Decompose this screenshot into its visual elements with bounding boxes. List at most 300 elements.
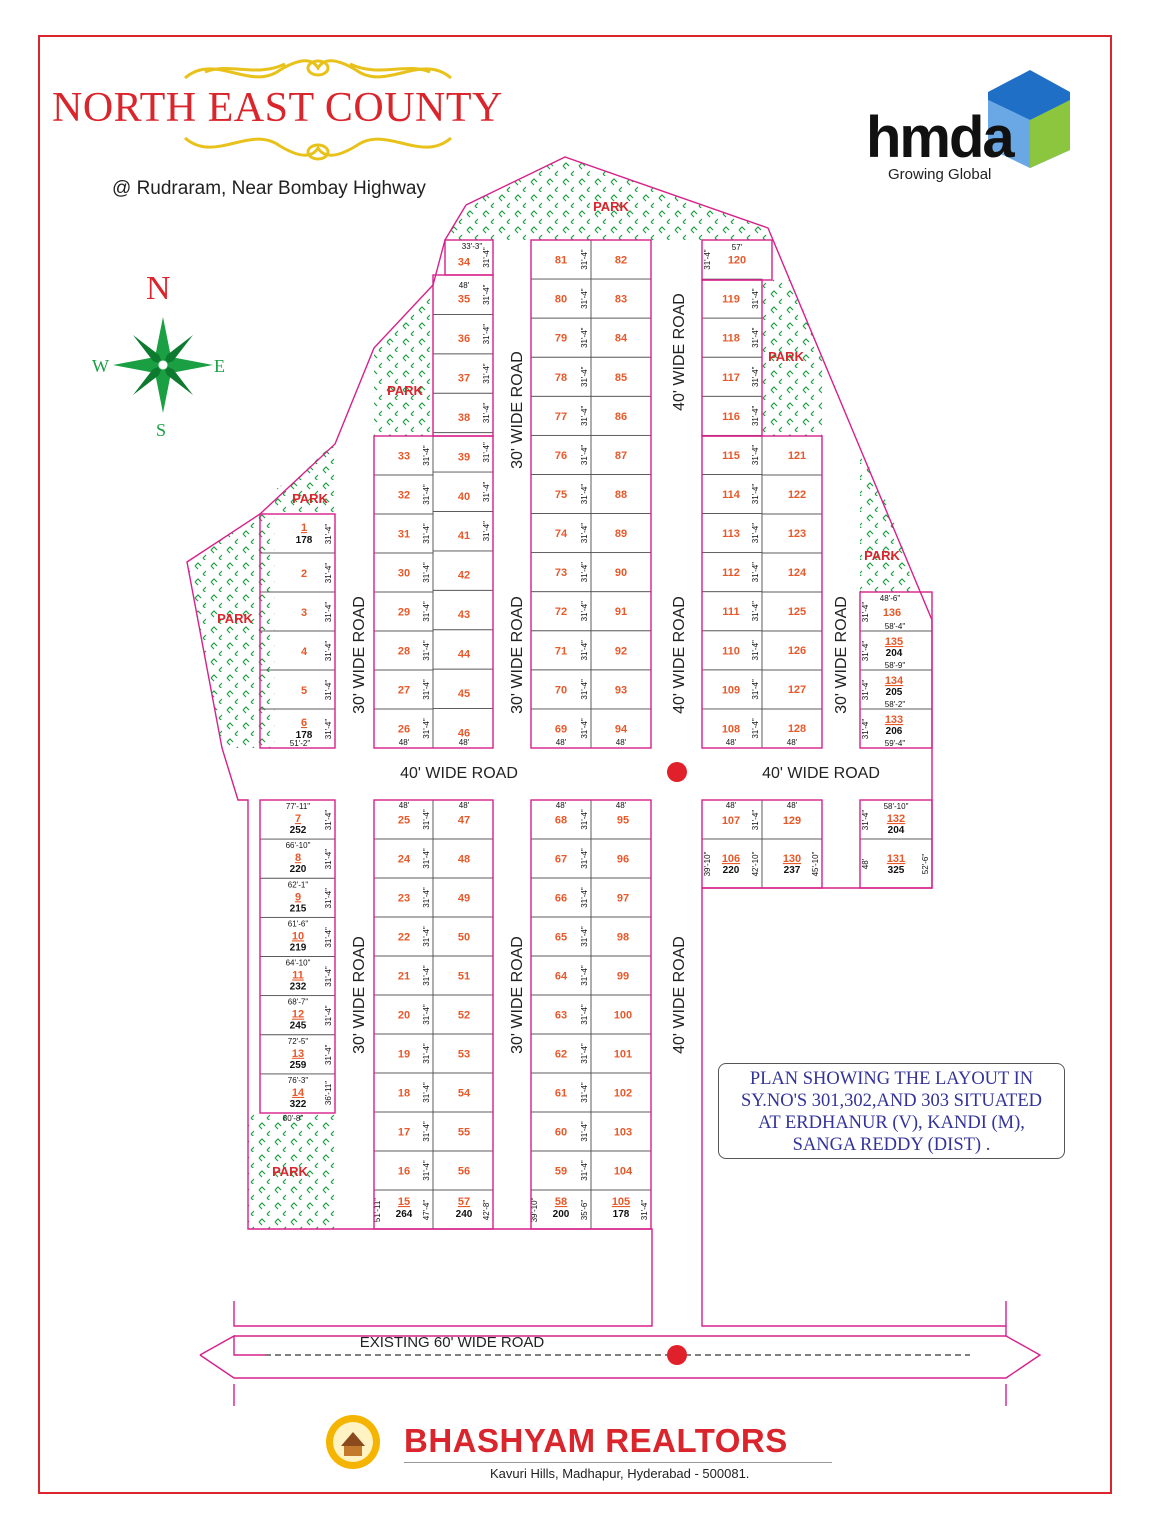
plot-dimension: 31'-4": [422, 1160, 431, 1181]
plot-dimension: 47'-4": [422, 1199, 431, 1221]
plot-dimension: 64'-10": [285, 958, 311, 968]
plot-area: 178: [612, 1209, 630, 1220]
plot-number: 105: [611, 1196, 631, 1208]
plot-dimension: 31'-4": [580, 444, 589, 466]
road-label-30-f: 30' WIDE ROAD: [509, 936, 526, 1054]
plot-number: 106: [721, 853, 741, 865]
plot-number: 13: [291, 1047, 305, 1060]
plot-number: 58: [554, 1196, 568, 1208]
plot-area: 240: [455, 1209, 473, 1220]
plot-number: 73: [554, 567, 568, 580]
road-label-30-b: 30' WIDE ROAD: [351, 596, 368, 714]
plot-dimension: 48': [725, 801, 737, 810]
plot-dimension: 31'-4": [482, 284, 491, 305]
plot-number: 80: [554, 293, 568, 306]
plot-number: 44: [457, 648, 471, 661]
plot-area: 252: [289, 825, 307, 836]
plot-number: 19: [397, 1048, 411, 1061]
plan-description-line: SY.NO'S 301,302,AND 303 SITUATED: [740, 1091, 1043, 1111]
plot-number: 136: [882, 607, 902, 619]
plot-number: 119: [722, 293, 740, 306]
plot-number: 50: [457, 931, 471, 944]
plot-dimension: 31'-4": [324, 1044, 333, 1065]
plot-number: 75: [554, 489, 568, 501]
plot-dimension: 31'-4": [580, 1121, 589, 1142]
plot-area: 200: [552, 1209, 570, 1220]
plot-dimension: 42'-10": [751, 851, 760, 877]
plot-number: 83: [614, 293, 628, 306]
road-label-60: EXISTING 60' WIDE ROAD: [359, 1334, 545, 1351]
plot-number: 5: [300, 685, 308, 697]
plot-dimension: 48': [555, 738, 567, 747]
plot-dimension: 31'-4": [422, 1043, 431, 1064]
plot-number: 27: [397, 684, 411, 697]
plot-number: 88: [614, 489, 628, 501]
plot-dimension: 48': [861, 858, 870, 870]
plot-dimension: 68'-7": [287, 997, 309, 1007]
plot-dimension: 58'-2": [884, 700, 906, 709]
plot-dimension: 77'-11": [285, 802, 311, 811]
plot-number: 26: [397, 723, 411, 736]
plot-dimension: 31'-4": [580, 965, 589, 986]
plot-number: 22: [397, 931, 411, 944]
compass-rose-icon: [113, 317, 213, 413]
plot-number: 4: [300, 646, 308, 658]
plot-dimension: 31'-4": [751, 679, 760, 700]
plot-number: 128: [787, 723, 807, 735]
plot-number: 57: [457, 1196, 471, 1208]
plot-dimension: 31'-4": [324, 888, 333, 909]
plot-dimension: 62'-1": [287, 880, 309, 890]
plot-dimension: 31'-4": [422, 848, 431, 869]
bhashyam-logo-icon: [326, 1415, 380, 1469]
plot-number: 96: [616, 853, 630, 866]
plot-dimension: 31'-4": [751, 640, 760, 661]
plan-description-line: AT ERDHANUR (V), KANDI (M),: [758, 1113, 1025, 1133]
company-name: BHASHYAM REALTORS: [404, 1422, 788, 1459]
plot-number: 11: [292, 969, 304, 982]
plot-number: 89: [614, 528, 628, 541]
plot-number: 9: [294, 891, 302, 904]
plot-number: 68: [554, 814, 568, 827]
plot-number: 60: [554, 1126, 568, 1139]
plot-dimension: 31'-4": [580, 1043, 589, 1064]
plot-area: 264: [395, 1209, 413, 1220]
plot-dimension: 31'-4": [580, 366, 589, 387]
plot-dimension: 31'-4": [482, 363, 491, 384]
plot-number: 24: [397, 853, 411, 866]
plot-number: 30: [397, 567, 411, 580]
plot-number: 41: [457, 530, 471, 543]
plot-dimension: 31'-4": [422, 640, 431, 661]
plot-area: 325: [887, 865, 905, 876]
plot-dimension: 31'-4": [751, 522, 760, 544]
plot-area: 322: [289, 1098, 307, 1110]
park-label: PARK: [387, 383, 423, 398]
park-label: PARK: [864, 548, 900, 563]
plot-number: 20: [397, 1009, 411, 1022]
park-label: PARK: [593, 199, 629, 214]
plot-dimension: 31'-4": [324, 562, 333, 584]
plot-number: 104: [613, 1165, 633, 1178]
plot-dimension: 31'-4": [751, 288, 760, 309]
plot-dimension: 31'-4": [324, 848, 333, 870]
plot-number: 109: [721, 684, 741, 697]
park-label: PARK: [272, 1164, 308, 1179]
road-label-30-e: 30' WIDE ROAD: [351, 936, 368, 1054]
plot-number: 70: [554, 684, 568, 697]
plot-number: 2: [300, 568, 308, 580]
plot-number: 63: [554, 1009, 568, 1022]
compass-south-label: S: [156, 420, 167, 440]
plot-number: 86: [614, 410, 628, 423]
plot-dimension: 31'-4": [482, 247, 491, 268]
plot-number: 64: [554, 970, 568, 983]
plot-area: 205: [885, 687, 903, 698]
plot-area: 220: [289, 864, 307, 876]
plot-dimension: 31'-4": [482, 402, 491, 424]
plot-number: 77: [554, 410, 568, 423]
plot-dimension: 42'-8": [482, 1199, 491, 1221]
plot-area: 178: [295, 535, 313, 546]
plot-number: 42: [457, 569, 471, 582]
plot-number: 51: [457, 970, 471, 983]
plot-dimension: 31'-4": [580, 1004, 589, 1025]
plot-area: 206: [885, 726, 903, 737]
plot-dimension: 31'-4": [324, 809, 333, 831]
plot-number: 62: [554, 1048, 568, 1061]
road-label-30-d: 30' WIDE ROAD: [833, 596, 850, 714]
plot-dimension: 39'-10": [530, 1197, 539, 1223]
plot-dimension: 31'-4": [861, 809, 870, 831]
plot-dimension: 31'-4": [422, 679, 431, 700]
plot-dimension: 31'-4": [751, 483, 760, 505]
plot-area: 259: [289, 1059, 307, 1071]
plot-number: 125: [787, 606, 807, 618]
road-label-40-d: 40' WIDE ROAD: [762, 765, 880, 782]
plot-dimension: 48': [615, 801, 627, 810]
plot-dimension: 31'-4": [580, 561, 589, 583]
plot-dimension: 80'-8": [282, 1114, 304, 1123]
plot-number: 7: [294, 813, 302, 825]
plot-dimension: 31'-4": [324, 523, 333, 545]
plot-dimension: 31'-4": [580, 679, 589, 700]
plot-dimension: 31'-4": [422, 1004, 431, 1025]
plot-number: 39: [457, 451, 471, 464]
plot-number: 131: [886, 853, 906, 865]
plot-number: 36: [457, 333, 471, 346]
plot-dimension: 33'-3": [461, 242, 483, 251]
plot-number: 55: [457, 1126, 471, 1139]
plot-dimension: 48'-6": [879, 594, 901, 603]
plot-dimension: 31'-4": [751, 327, 760, 348]
plot-number: 135: [884, 636, 904, 648]
plot-dimension: 31'-4": [580, 288, 589, 309]
plot-number: 84: [614, 332, 628, 345]
plot-dimension: 31'-4": [580, 1160, 589, 1181]
plot-dimension: 31'-4": [422, 1121, 431, 1142]
plot-number: 117: [722, 371, 740, 384]
plot-number: 14: [291, 1086, 305, 1099]
plot-dimension: 31'-4": [580, 483, 589, 505]
plot-dimension: 61'-6": [287, 919, 309, 929]
plot-dimension: 48': [786, 738, 798, 747]
plot-number: 21: [397, 970, 411, 983]
plot-number: 52: [457, 1009, 471, 1022]
plot-number: 111: [722, 606, 740, 619]
park-label: PARK: [292, 491, 328, 506]
plot-dimension: 31'-4": [422, 523, 431, 544]
plot-dimension: 48': [615, 738, 627, 747]
plot-number: 74: [554, 528, 568, 541]
plot-dimension: 48': [398, 738, 410, 747]
plot-dimension: 31'-4": [751, 601, 760, 622]
plot-number: 92: [614, 645, 628, 658]
plot-dimension: 31'-4": [482, 521, 491, 542]
plot-dimension: 31'-4": [640, 1199, 649, 1221]
plot-dimension: 31'-4": [324, 1005, 333, 1026]
plot-dimension: 31'-4": [861, 679, 870, 701]
plot-number: 85: [614, 371, 628, 384]
plot-number: 49: [457, 892, 471, 905]
plot-number: 90: [614, 567, 628, 580]
plot-dimension: 31'-4": [422, 601, 431, 622]
plot-number: 100: [613, 1009, 633, 1022]
title-ornament-top: [185, 61, 451, 78]
plot-number: 48: [457, 853, 471, 866]
plot-number: 1: [300, 522, 308, 534]
plot-dimension: 31'-4": [580, 601, 589, 622]
plot-dimension: 31'-4": [422, 1082, 431, 1103]
plot-number: 37: [457, 372, 471, 385]
road-label-30-c: 30' WIDE ROAD: [509, 596, 526, 714]
road-label-30-a: 30' WIDE ROAD: [509, 351, 526, 469]
plot-number: 3: [300, 607, 308, 619]
plot-dimension: 39'-10": [703, 851, 712, 877]
plot-dimension: 31'-4": [324, 601, 333, 623]
plot-dimension: 31'-4": [422, 562, 431, 583]
plot-dimension: 51'-2": [289, 739, 311, 748]
park-west-upper: [374, 285, 433, 436]
road-junction-marker-top: [667, 762, 687, 782]
plot-dimension: 31'-4": [580, 1082, 589, 1103]
plot-dimension: 31'-4": [861, 601, 870, 623]
plot-number: 126: [787, 645, 807, 657]
project-title: NORTH EAST COUNTY: [52, 85, 503, 131]
park-label: PARK: [217, 611, 253, 626]
company-divider: [404, 1462, 832, 1463]
plot-number: 120: [727, 254, 747, 267]
plot-dimension: 31'-4": [324, 966, 333, 987]
plot-number: 94: [614, 723, 628, 736]
plot-dimension: 57': [731, 243, 743, 252]
plot-number: 6: [300, 717, 308, 729]
compass-east-label: E: [214, 356, 225, 376]
plot-area: 219: [289, 942, 307, 954]
plot-dimension: 58'-9": [884, 661, 906, 670]
plot-dimension: 58'-10": [883, 802, 909, 811]
plot-dimension: 48': [398, 801, 410, 810]
plot-number: 32: [397, 489, 411, 502]
plot-dimension: 31'-4": [422, 445, 431, 466]
plot-dimension: 31'-4": [751, 444, 760, 466]
plan-description-line: PLAN SHOWING THE LAYOUT IN: [749, 1069, 1034, 1089]
plot-dimension: 31'-4": [580, 848, 589, 869]
plot-dimension: 31'-4": [580, 249, 589, 270]
plot-number: 79: [554, 332, 568, 345]
plot-number: 87: [614, 449, 628, 462]
plot-dimension: 31'-4": [751, 405, 760, 427]
plot-dimension: 72'-5": [287, 1036, 309, 1046]
plot-number: 45: [457, 687, 471, 700]
plot-number: 47: [457, 814, 471, 827]
plot-number: 97: [616, 892, 630, 905]
plot-dimension: 31'-4": [580, 522, 589, 544]
title-ornament-bottom: [185, 138, 451, 159]
plot-number: 43: [457, 609, 471, 622]
plot-dimension: 48': [786, 801, 798, 810]
plot-area: 220: [722, 865, 740, 876]
plot-dimension: 31'-4": [482, 442, 491, 463]
plot-number: 66: [554, 892, 568, 905]
plot-dimension: 31'-4": [580, 327, 589, 348]
plot-number: 12: [291, 1008, 305, 1021]
plot-number: 29: [397, 606, 411, 619]
plot-number: 133: [884, 714, 904, 726]
plot-number: 110: [722, 645, 740, 658]
plot-dimension: 31'-4": [422, 965, 431, 986]
plot-dimension: 31'-4": [482, 481, 491, 502]
hmda-logo-text: hmda: [866, 105, 1013, 170]
plot-number: 129: [782, 815, 802, 827]
plot-number: 122: [787, 489, 807, 501]
plot-area: 204: [887, 825, 905, 836]
plot-number: 121: [787, 450, 807, 462]
plot-dimension: 66'-10": [285, 841, 311, 851]
plot-dimension: 52'-6": [921, 853, 930, 875]
plot-dimension: 51'-11": [373, 1197, 382, 1223]
plot-number: 76: [554, 449, 568, 462]
plot-number: 78: [554, 371, 568, 384]
plot-dimension: 76'-3": [287, 1075, 309, 1085]
plot-number: 107: [721, 815, 741, 827]
plot-area: 204: [885, 648, 903, 659]
plot-number: 59: [554, 1165, 568, 1178]
plot-number: 127: [787, 684, 807, 696]
plot-dimension: 31'-4": [324, 640, 333, 662]
plot-number: 18: [397, 1087, 411, 1100]
plot-dimension: 31'-4": [422, 809, 431, 830]
plot-dimension: 31'-4": [580, 809, 589, 830]
plot-area: 178: [295, 730, 313, 741]
plot-number: 102: [613, 1087, 633, 1100]
plot-dimension: 48': [458, 281, 470, 290]
plot-dimension: 31'-4": [422, 718, 431, 739]
plot-number: 40: [457, 490, 471, 503]
plot-number: 15: [397, 1196, 411, 1208]
plot-dimension: 31'-4": [324, 927, 333, 948]
plot-number: 28: [397, 645, 411, 658]
plot-number: 130: [782, 853, 802, 865]
road-label-40-b: 40' WIDE ROAD: [671, 596, 688, 714]
plot-number: 65: [554, 931, 568, 944]
plot-number: 132: [886, 813, 906, 825]
plot-number: 98: [616, 931, 630, 944]
plot-number: 25: [397, 814, 411, 827]
plot-number: 134: [884, 675, 904, 687]
plot-area: 232: [289, 981, 307, 993]
plot-number: 71: [554, 645, 568, 658]
plan-description-box: [718, 1063, 1065, 1159]
plot-dimension: 31'-4": [324, 718, 333, 740]
plot-number: 31: [397, 528, 411, 541]
plot-dimension: 31'-4": [482, 323, 491, 345]
plot-number: 53: [457, 1048, 471, 1061]
plot-number: 123: [787, 528, 807, 540]
compass-west-label: W: [92, 356, 109, 376]
project-subtitle: @ Rudraram, Near Bombay Highway: [112, 178, 426, 199]
plot-dimension: 48': [458, 801, 470, 810]
plot-number: 101: [613, 1048, 633, 1061]
plot-dimension: 48': [458, 738, 470, 747]
park-east: [860, 448, 915, 592]
plot-area: 245: [289, 1020, 307, 1032]
plot-number: 116: [722, 410, 740, 423]
plot-number: 114: [722, 489, 740, 501]
plot-dimension: 31'-4": [580, 718, 589, 739]
plot-area: 237: [783, 865, 801, 876]
plot-dimension: 31'-4": [324, 679, 333, 701]
plot-number: 95: [616, 814, 630, 827]
plot-dimension: 58'-4": [884, 622, 906, 631]
plot-number: 35: [457, 293, 471, 306]
plot-number: 54: [457, 1087, 471, 1100]
plot-number: 8: [294, 852, 302, 865]
company-address: Kavuri Hills, Madhapur, Hyderabad - 500081.: [490, 1466, 750, 1481]
plot-number: 16: [397, 1165, 411, 1178]
plot-number: 34: [457, 256, 471, 269]
plot-dimension: 48': [725, 738, 737, 747]
park-label: PARK: [768, 349, 804, 364]
plot-area: 215: [289, 903, 307, 915]
road-junction-marker: [667, 1345, 687, 1365]
plot-number: 56: [457, 1165, 471, 1178]
plot-number: 112: [722, 567, 740, 580]
plot-number: 118: [722, 332, 740, 345]
plot-dimension: 31'-4": [751, 561, 760, 583]
road-label-40-e: 40' WIDE ROAD: [671, 936, 688, 1054]
plot-dimension: 31'-4": [580, 640, 589, 661]
road-label-40-c: 40' WIDE ROAD: [400, 765, 518, 782]
plot-dimension: 31'-4": [751, 366, 760, 387]
plot-number: 23: [397, 892, 411, 905]
plot-dimension: 31'-4": [703, 249, 712, 270]
plot-number: 82: [614, 254, 628, 267]
plot-dimension: 36'-11": [324, 1080, 333, 1106]
plot-dimension: 45'-10": [811, 851, 820, 877]
hmda-tagline: Growing Global: [888, 166, 992, 183]
plot-dimension: 48': [555, 801, 567, 810]
plot-number: 69: [554, 723, 568, 736]
plot-dimension: 31'-4": [422, 926, 431, 947]
plot-number: 115: [722, 449, 740, 462]
plot-number: 61: [554, 1087, 568, 1100]
plot-dimension: 31'-4": [861, 718, 870, 740]
plot-number: 33: [397, 450, 411, 463]
plot-dimension: 35'-6": [580, 1199, 589, 1221]
plot-number: 108: [721, 723, 741, 736]
plot-number: 72: [554, 606, 568, 619]
